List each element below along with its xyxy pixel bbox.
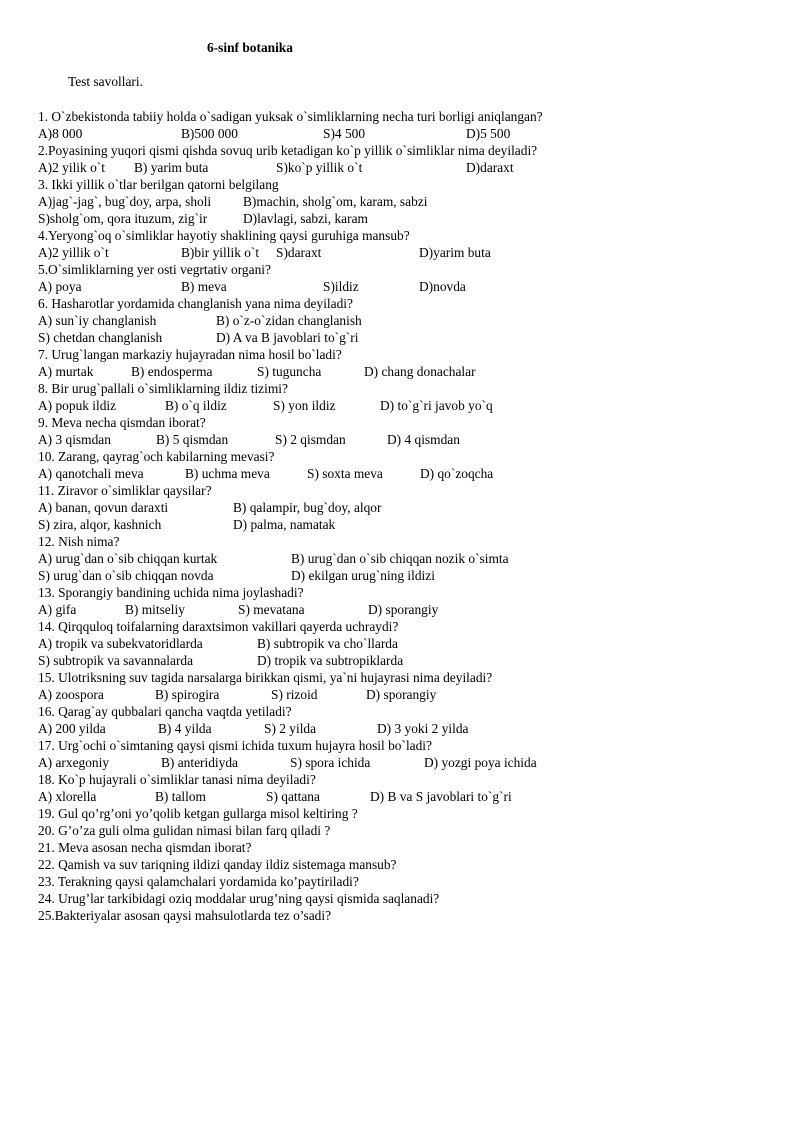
answer-option: A) urug`dan o`sib chiqqan kurtak [38, 551, 218, 566]
answer-option: A) sun`iy changlanish [38, 313, 157, 328]
question-text: 7. Urug`langan markaziy hujayradan nima hosil bo`ladi? [38, 347, 342, 362]
question-text: 23. Terakning qaysi qalamchalari yordamida ko’paytiriladi? [38, 874, 359, 889]
answer-option: D) ekilgan urug`ning ildizi [291, 568, 435, 583]
question-text: 18. Ko`p hujayrali o`simliklar tanasi nima deyiladi? [38, 772, 316, 787]
answer-option: S) qattana [266, 789, 320, 804]
answer-option: B) meva [181, 279, 227, 294]
answer-option: S) 2 yilda [264, 721, 317, 736]
answer-option: S)4 500 [323, 126, 366, 141]
answer-option: A) 3 qismdan [38, 432, 111, 447]
answer-option: S) tuguncha [257, 364, 322, 379]
answer-option: A) gifa [38, 602, 77, 617]
answer-options-row [38, 788, 778, 805]
answer-option: B) endosperma [131, 364, 213, 379]
answer-option: B)bir yillik o`t [181, 245, 260, 260]
answer-option: B) tallom [155, 789, 206, 804]
answer-option: D) tropik va subtropiklarda [257, 653, 404, 668]
answer-options-row [38, 210, 778, 227]
answer-option: B)machin, sholg`om, karam, sabzi [243, 194, 428, 209]
question-text: 17. Urg`ochi o`simtaning qaysi qismi ichida tuxum hujayra hosil bo`ladi? [38, 738, 432, 753]
answer-option: B) 5 qismdan [156, 432, 229, 447]
answer-options-row [38, 397, 778, 414]
answer-option: S) zira, alqor, kashnich [38, 517, 162, 532]
answer-options-row [38, 363, 778, 380]
answer-option: A)jag`-jag`, bug`doy, arpa, sholi [38, 194, 212, 209]
answer-option: B) spirogira [155, 687, 220, 702]
answer-option: S) mevatana [238, 602, 305, 617]
answer-option: D)5 500 [466, 126, 511, 141]
answer-option: B) 4 yilda [158, 721, 212, 736]
answer-options-row [38, 244, 778, 261]
answer-option: S) spora ichida [290, 755, 371, 770]
answer-options-row [38, 499, 778, 516]
answer-option: A) poya [38, 279, 82, 294]
answer-option: A) popuk ildiz [38, 398, 117, 413]
answer-options-row [38, 720, 778, 737]
answer-option: A) murtak [38, 364, 94, 379]
question-text: 22. Qamish va suv tariqning ildizi qanday ildiz sistemaga mansub? [38, 857, 397, 872]
answer-option: B) urug`dan o`sib chiqqan nozik o`simta [291, 551, 509, 566]
answer-option: D) A va B javoblari to`g`ri [216, 330, 359, 345]
answer-options-row [38, 686, 778, 703]
answer-option: A) tropik va subekvatoridlarda [38, 636, 203, 651]
answer-options-row [38, 159, 778, 176]
answer-option: A) banan, qovun daraxti [38, 500, 169, 515]
answer-option: D)yarim buta [419, 245, 491, 260]
answer-option: B)500 000 [181, 126, 238, 141]
question-text: 8. Bir urug`pallali o`simliklarning ildiz tizimi? [38, 381, 288, 396]
answer-option: S) urug`dan o`sib chiqqan novda [38, 568, 214, 583]
answer-option: S) soxta meva [307, 466, 383, 481]
question-text: 16. Qarag`ay qubbalari qancha vaqtda yetiladi? [38, 704, 292, 719]
question-text: 6. Hasharotlar yordamida changlanish yana nima deyiladi? [38, 296, 353, 311]
answer-options-row [38, 431, 778, 448]
answer-option: D) 3 yoki 2 yilda [377, 721, 469, 736]
answer-option: D) palma, namatak [233, 517, 336, 532]
answer-option: B) o`q ildiz [165, 398, 227, 413]
answer-option: S)daraxt [276, 245, 322, 260]
question-text: 15. Ulotriksning suv tagida narsalarga birikkan qismi, ya`ni hujayrasi nima deyiladi? [38, 670, 493, 685]
answer-option: S)ko`p yillik o`t [276, 160, 363, 175]
answer-option: D) 4 qismdan [387, 432, 460, 447]
answer-option: D) yozgi poya ichida [424, 755, 537, 770]
answer-option: S) yon ildiz [273, 398, 336, 413]
question-text: 13. Sporangiy bandining uchida nima joylashadi? [38, 585, 304, 600]
answer-options-row [38, 465, 778, 482]
answer-option: A)2 yillik o`t [38, 245, 109, 260]
answer-option: S) 2 qismdan [275, 432, 346, 447]
question-text: 19. Gul qo’rg’oni yo’qolib ketgan gullarga misol keltiring ? [38, 806, 358, 821]
answer-options-row [38, 567, 778, 584]
answer-option: A) arxegoniy [38, 755, 110, 770]
question-text: 10. Zarang, qayrag`och kabilarning mevasi? [38, 449, 275, 464]
question-text: 25.Bakteriyalar asosan qaysi mahsulotlarda tez o’sadi? [38, 908, 332, 923]
answer-option: A) zoospora [38, 687, 104, 702]
answer-options-row [38, 125, 778, 142]
answer-option: B) mitseliy [125, 602, 185, 617]
answer-options-row [38, 278, 778, 295]
answer-option: B) yarim buta [134, 160, 209, 175]
answer-option: D)novda [419, 279, 466, 294]
answer-option: D) sporangiy [368, 602, 439, 617]
answer-option: D)daraxt [466, 160, 514, 175]
answer-option: D) sporangiy [366, 687, 437, 702]
question-text: 21. Meva asosan necha qismdan iborat? [38, 840, 252, 855]
question-text: 5.O`simliklarning yer osti vegrtativ organi? [38, 262, 271, 277]
answer-option: S) subtropik va savannalarda [38, 653, 194, 668]
answer-options-row [38, 329, 778, 346]
answer-option: B) qalampir, bug`doy, alqor [233, 500, 382, 515]
answer-options-row [38, 550, 778, 567]
answer-option: D) qo`zoqcha [420, 466, 494, 481]
answer-options-row [38, 516, 778, 533]
question-list [38, 108, 778, 924]
question-text: 1. O`zbekistonda tabiiy holda o`sadigan yuksak o`simliklarning necha turi borligi aniqlangan? [38, 109, 543, 124]
answer-options-row [38, 635, 778, 652]
answer-option: A)8 000 [38, 126, 83, 141]
question-text: 14. Qirqquloq toifalarning daraxtsimon vakillari qayerda uchraydi? [38, 619, 399, 634]
answer-option: B) uchma meva [185, 466, 270, 481]
answer-options-row [38, 652, 778, 669]
question-text: 12. Nish nima? [38, 534, 120, 549]
answer-option: B) anteridiyda [161, 755, 238, 770]
answer-options-row [38, 312, 778, 329]
page-title: 6-sinf botanika [207, 40, 293, 55]
answer-option: A) qanotchali meva [38, 466, 144, 481]
question-text: 3. Ikki yillik o`tlar berilgan qatorni belgilang [38, 177, 279, 192]
answer-option: A) xlorella [38, 789, 97, 804]
answer-option: D) B va S javoblari to`g`ri [370, 789, 512, 804]
answer-option: S)ildiz [323, 279, 359, 294]
answer-option: S)sholg`om, qora ituzum, zig`ir [38, 211, 208, 226]
question-text: 11. Ziravor o`simliklar qaysilar? [38, 483, 212, 498]
answer-option: B) subtropik va cho`llarda [257, 636, 398, 651]
question-text: 9. Meva necha qismdan iborat? [38, 415, 206, 430]
question-text: 4.Yeryong`oq o`simliklar hayotiy shaklining qaysi guruhiga mansub? [38, 228, 410, 243]
answer-options-row [38, 193, 778, 210]
question-text: 20. G’o’za guli olma gulidan nimasi bilan farq qiladi ? [38, 823, 331, 838]
answer-option: B) o`z-o`zidan changlanish [216, 313, 362, 328]
page-subtitle: Test savollari. [68, 74, 143, 89]
answer-options-row [38, 754, 778, 771]
answer-option: A)2 yilik o`t [38, 160, 105, 175]
answer-option: D)lavlagi, sabzi, karam [243, 211, 368, 226]
answer-option: S) rizoid [271, 687, 318, 702]
question-text: 2.Poyasining yuqori qismi qishda sovuq urib ketadigan ko`p yillik o`simliklar nima deyiladi? [38, 143, 538, 158]
answer-option: D) to`g`ri javob yo`q [380, 398, 493, 413]
answer-option: A) 200 yilda [38, 721, 106, 736]
question-text: 24. Urug’lar tarkibidagi oziq moddalar urug’ning qaysi qismida saqlanadi? [38, 891, 440, 906]
answer-option: D) chang donachalar [364, 364, 476, 379]
answer-option: S) chetdan changlanish [38, 330, 163, 345]
answer-options-row [38, 601, 778, 618]
